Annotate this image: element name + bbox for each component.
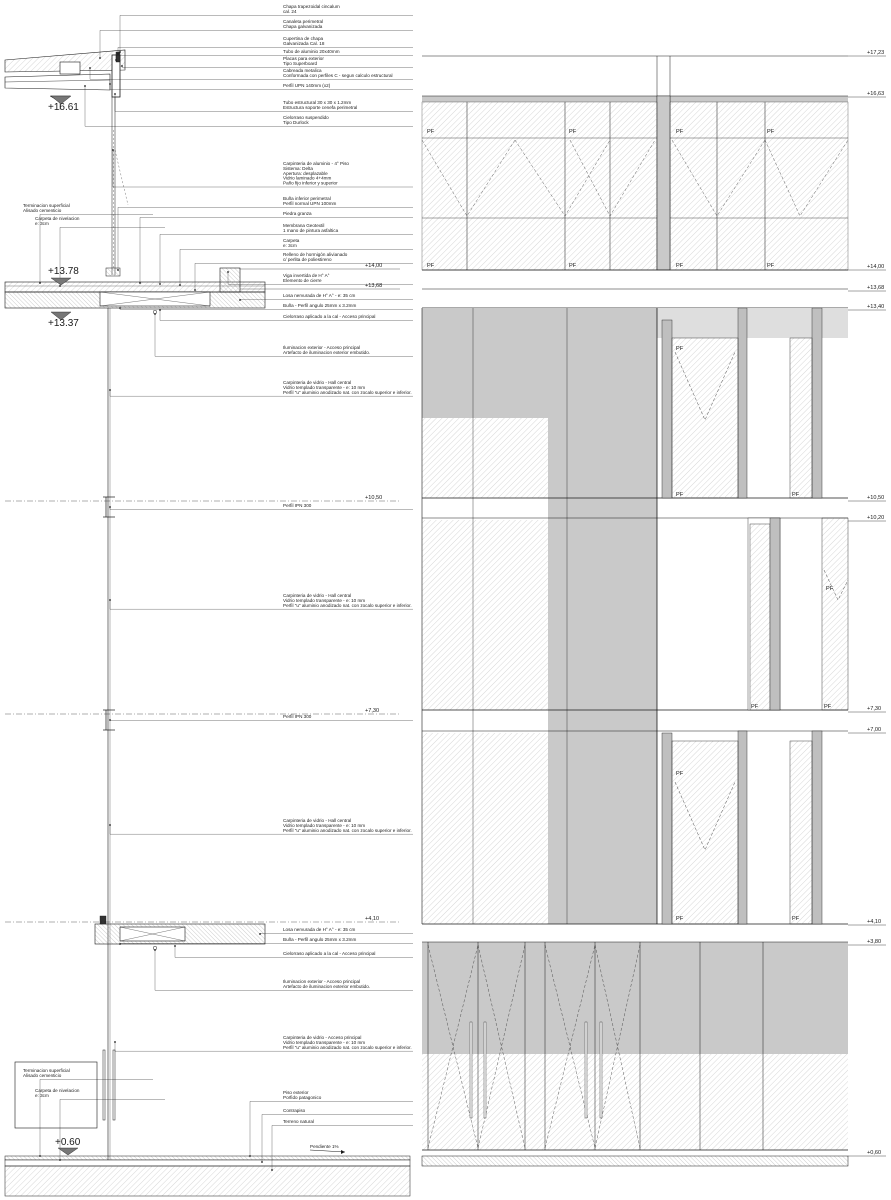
level-value: +13,68 bbox=[867, 285, 885, 291]
ipn-joint-2 bbox=[103, 710, 115, 730]
leader-dot bbox=[179, 284, 181, 286]
leader-dot bbox=[259, 933, 261, 935]
note-text: Relleno de hormigón alivianado bbox=[283, 252, 348, 257]
section-level-label: +16.61 bbox=[48, 102, 79, 113]
section-level-marker bbox=[55, 1137, 81, 1155]
section-level-label: +13.78 bbox=[48, 266, 79, 277]
note-text: 1 mano de pintura asfaltica bbox=[283, 227, 339, 233]
note-text: Chapa galvanizada bbox=[283, 23, 323, 29]
note-text: Perfil IPN 300 bbox=[283, 714, 312, 719]
pf-label: PF bbox=[767, 263, 775, 269]
level-value: +10,50 bbox=[867, 495, 885, 501]
leader-dot bbox=[117, 53, 119, 55]
pf-label: PF bbox=[427, 129, 435, 135]
pf-label: PF bbox=[751, 704, 759, 710]
section-note bbox=[109, 818, 413, 834]
section-note bbox=[174, 945, 413, 957]
note-text: cal. 24 bbox=[283, 8, 297, 14]
note-text: Carpeta bbox=[283, 238, 300, 243]
note-text: Galvanizada Cal. 18 bbox=[283, 40, 325, 46]
level-value: +16,63 bbox=[867, 91, 885, 97]
leader-dot bbox=[114, 93, 116, 95]
note-text: Piedra granza bbox=[283, 211, 312, 216]
leader-dot bbox=[109, 506, 111, 508]
leader-dot bbox=[39, 282, 41, 284]
note-text: Tubo estructural 30 x 30 x 1.2mm bbox=[283, 100, 352, 105]
elevation-level-marker bbox=[848, 285, 886, 291]
leader-dot bbox=[114, 1041, 116, 1043]
pf-label: PF bbox=[676, 263, 684, 269]
section-level-markers bbox=[48, 96, 81, 1155]
pf-label: PF bbox=[427, 263, 435, 269]
section-note bbox=[109, 503, 413, 509]
level-value: +7,30 bbox=[867, 706, 882, 712]
section-note bbox=[114, 1035, 413, 1051]
note-text: Alisado cementicio bbox=[23, 1072, 62, 1078]
leader-dot bbox=[109, 824, 111, 826]
leader-dot bbox=[115, 59, 117, 61]
elevation-level-marker bbox=[848, 939, 886, 945]
note-text: Apertura: desplazable bbox=[283, 170, 328, 176]
section-note bbox=[139, 211, 413, 284]
leader-dot bbox=[84, 85, 86, 87]
note-text: Elemento de cierre bbox=[283, 277, 322, 283]
facade-elevation bbox=[422, 56, 848, 1166]
note-text: Terminacion superficial bbox=[23, 203, 70, 208]
leader-dot bbox=[59, 285, 61, 287]
slope-label: Pendiente 1% bbox=[310, 1144, 339, 1149]
note-text: Iluminacion exterior - Acceso principal bbox=[283, 979, 361, 984]
note-text: Perfil "u" aluminio anodizado nat. con zocalo superior e inferior. bbox=[283, 827, 412, 833]
leader-dot bbox=[119, 307, 121, 309]
section-note bbox=[117, 196, 413, 271]
note-text: Contrapiso bbox=[283, 1108, 306, 1113]
note-text: Perfil "u" aluminio anodizado nat. con zocalo superior e inferior. bbox=[283, 1044, 412, 1050]
level-value: +10,20 bbox=[867, 515, 885, 521]
note-text: Viga invertida de H° A° bbox=[283, 273, 330, 278]
note-text: e: 3cm bbox=[283, 242, 297, 248]
note-text: Terreno natural bbox=[283, 1119, 314, 1124]
note-text: Carpinteria de vidrio - Hall central bbox=[283, 593, 352, 598]
note-text: Canaleta perimetral bbox=[283, 19, 324, 24]
leader-dot bbox=[154, 949, 156, 951]
note-text: Perfil IPN 300 bbox=[283, 503, 312, 508]
section-note bbox=[117, 36, 413, 55]
pf-label: PF bbox=[676, 771, 684, 777]
ground-detail bbox=[5, 1150, 410, 1196]
section-note bbox=[99, 19, 413, 59]
note-text: Losa nervurada de H° A° - e: 35 cm bbox=[283, 293, 356, 298]
note-text: Perfil normal UPN 100mm bbox=[283, 200, 337, 206]
note-text: Losa nervurada de H° A° - e: 35 cm bbox=[283, 927, 356, 932]
upper-window-detail bbox=[106, 97, 128, 276]
note-text: Carpinteria de vidrio - Hall central bbox=[283, 380, 352, 385]
note-text: Terminacion superficial bbox=[23, 1068, 70, 1073]
section-level-label: +13.37 bbox=[48, 318, 79, 329]
note-text: Cupertina de chapa bbox=[283, 36, 324, 41]
note-text: Artefacto de iluminacion exterior embutido. bbox=[283, 983, 371, 989]
pf-label: PF bbox=[826, 586, 834, 592]
leader-dot bbox=[112, 149, 114, 151]
pf-label: PF bbox=[792, 492, 800, 498]
terrace-slab-detail bbox=[5, 268, 265, 314]
elevation-level-marker bbox=[848, 706, 886, 712]
leader-dot bbox=[139, 282, 141, 284]
upper-floor-panels bbox=[422, 102, 848, 270]
note-text: Cabreada metalica bbox=[283, 68, 322, 73]
section-level-label: +0.60 bbox=[55, 1137, 81, 1148]
note-text: Conformada con perfiles C - segun calculo estructural bbox=[283, 72, 393, 78]
leader-dot bbox=[109, 389, 111, 391]
note-text: Carpeta de nivelacion bbox=[35, 216, 80, 221]
leader-dot bbox=[121, 65, 123, 67]
leader-dot bbox=[271, 1169, 273, 1171]
note-text: Perfil UPN 140mm (x2) bbox=[283, 83, 331, 88]
pf-label: PF bbox=[569, 129, 577, 135]
leader-dot bbox=[109, 719, 111, 721]
pf-label: PF bbox=[676, 346, 684, 352]
note-text: Placas para exterior bbox=[283, 56, 324, 61]
level-value: +0,60 bbox=[867, 1150, 882, 1156]
elevation-level-marker bbox=[848, 264, 886, 270]
elevation-level-markers bbox=[848, 50, 886, 1156]
section-note bbox=[121, 56, 413, 67]
level-value: +14,00 bbox=[867, 264, 885, 270]
section-note bbox=[112, 149, 413, 187]
section-level-line bbox=[240, 263, 400, 269]
level-triangle-icon bbox=[58, 1148, 78, 1155]
level-value: +13,68 bbox=[365, 283, 383, 289]
leader-dot bbox=[59, 1159, 61, 1161]
note-text: Carpinteria de aluminio - 4° Piso bbox=[283, 161, 349, 166]
note-text: Vidrio templado transparente - e: 10 mm bbox=[283, 1039, 366, 1045]
section-note bbox=[109, 593, 413, 609]
note-text: Estructura soporte cenefa perimetral bbox=[283, 104, 358, 110]
section-drawing bbox=[5, 50, 410, 1196]
section-level-line bbox=[5, 708, 400, 714]
section-note bbox=[159, 309, 413, 320]
note-text: Vidrio templado transparente - e: 10 mm bbox=[283, 822, 366, 828]
section-note bbox=[89, 67, 413, 79]
note-text: Vidrio laminado 4+4mm bbox=[283, 175, 332, 181]
section-level-marker bbox=[48, 96, 79, 113]
section-note bbox=[84, 85, 413, 126]
level-value: +4,10 bbox=[867, 919, 882, 925]
note-text: Cielorraso aplicado a la cal - Acceso principal bbox=[283, 314, 376, 319]
note-text: Buña - Perfil angulo 25mm x 3.2mm bbox=[283, 937, 357, 942]
note-text: Cielorraso suspendido bbox=[283, 115, 329, 120]
level-value: +7,00 bbox=[867, 727, 882, 733]
note-text: Perfil "u" aluminio anodizado nat. con zocalo superior e inferior. bbox=[283, 389, 412, 395]
leader-dot bbox=[39, 1155, 41, 1157]
note-text: Chapa trapezoidal cincalum bbox=[283, 4, 340, 9]
note-text: Artefacto de iluminacion exterior embutido. bbox=[283, 349, 371, 355]
elevation-level-marker bbox=[848, 1150, 886, 1156]
leader-dot bbox=[119, 51, 121, 53]
level-value: +14,00 bbox=[365, 263, 383, 269]
note-text: Paño fijo inferior y superior bbox=[283, 180, 338, 186]
level-value: +3,80 bbox=[867, 939, 882, 945]
elevation-level-marker bbox=[848, 495, 886, 501]
section-note bbox=[115, 49, 413, 61]
leader-dot bbox=[109, 599, 111, 601]
note-text: e: 3cm bbox=[35, 1092, 49, 1098]
elevation-level-marker bbox=[848, 304, 886, 310]
level-value: +17,23 bbox=[867, 50, 885, 56]
level-value: +13,40 bbox=[867, 304, 885, 310]
section-note bbox=[119, 4, 413, 53]
note-text: Iluminacion exterior - Acceso principal bbox=[283, 345, 361, 350]
note-text: Cielorraso aplicado a la cal - Acceso principal bbox=[283, 951, 376, 956]
note-text: Membrana Geotextil bbox=[283, 223, 325, 228]
section-level-line bbox=[5, 916, 400, 922]
section-level-line bbox=[5, 495, 400, 501]
leader-dot bbox=[154, 313, 156, 315]
note-text: Vidrio templado transparente - e: 10 mm bbox=[283, 597, 366, 603]
leader-dot bbox=[109, 83, 111, 85]
section-level-marker bbox=[48, 312, 79, 329]
section-note bbox=[109, 380, 413, 396]
elevation-level-marker bbox=[848, 50, 886, 56]
section-note bbox=[109, 714, 413, 721]
level-value: +4,10 bbox=[365, 916, 380, 922]
level-value: +7,30 bbox=[365, 708, 380, 714]
section-note bbox=[109, 83, 413, 89]
note-text: Sistema: Delta bbox=[283, 165, 313, 171]
pf-label: PF bbox=[676, 916, 684, 922]
leader-dot bbox=[194, 289, 196, 291]
note-text: Buña - Perfil angulo 25mm x 3.2mm bbox=[283, 303, 357, 308]
note-text: Tipo Durlock bbox=[283, 119, 309, 125]
section-note bbox=[154, 313, 413, 356]
elevation-level-marker bbox=[848, 919, 886, 925]
section-note bbox=[259, 927, 413, 935]
leader-dot bbox=[249, 1155, 251, 1157]
pf-label: PF bbox=[824, 704, 832, 710]
pf-label: PF bbox=[792, 916, 800, 922]
note-text: Carpinteria de vidrio - Hall central bbox=[283, 818, 352, 823]
note-text: Vidrio templado transparente - e: 10 mm bbox=[283, 384, 366, 390]
elevation-level-marker bbox=[848, 515, 886, 521]
leader-dot bbox=[119, 943, 121, 945]
elevation-level-marker bbox=[848, 727, 886, 733]
note-text: Porfido patagonico bbox=[283, 1094, 322, 1100]
elevation-level-marker bbox=[848, 91, 886, 97]
note-text: Carpeta de nivelacion bbox=[35, 1088, 80, 1093]
section-note bbox=[261, 1108, 413, 1163]
note-text: Piso exterior bbox=[283, 1090, 309, 1095]
leader-dot bbox=[159, 309, 161, 311]
note-text: Carpinteria de vidrio - Acceso principal bbox=[283, 1035, 362, 1040]
pf-label: PF bbox=[569, 263, 577, 269]
leader-dot bbox=[89, 67, 91, 69]
leader-dot bbox=[239, 299, 241, 301]
note-text: Tubo de aluminio 20x40mm bbox=[283, 49, 340, 54]
leader-dot bbox=[117, 269, 119, 271]
note-text: e: 3cm bbox=[35, 220, 49, 226]
note-text: Tipo Superboard bbox=[283, 60, 318, 66]
leader-dot bbox=[227, 271, 229, 273]
ipn-joint-1 bbox=[103, 497, 115, 517]
leader-dot bbox=[99, 57, 101, 59]
pf-label: PF bbox=[676, 129, 684, 135]
level-value: +10,50 bbox=[365, 495, 383, 501]
leader-dot bbox=[159, 283, 161, 285]
note-text: c/ perlita de poliestireno bbox=[283, 256, 332, 262]
pf-label: PF bbox=[676, 492, 684, 498]
leader-dot bbox=[261, 1161, 263, 1163]
leader-dot bbox=[174, 945, 176, 947]
note-text: Buña inferior perimetral bbox=[283, 196, 331, 201]
pf-label: PF bbox=[767, 129, 775, 135]
section-notes bbox=[23, 4, 413, 1171]
note-text: Alisado cementicio bbox=[23, 207, 62, 213]
section-note bbox=[114, 93, 413, 111]
note-text: Perfil "u" aluminio anodizado nat. con zocalo superior e inferior. bbox=[283, 602, 412, 608]
